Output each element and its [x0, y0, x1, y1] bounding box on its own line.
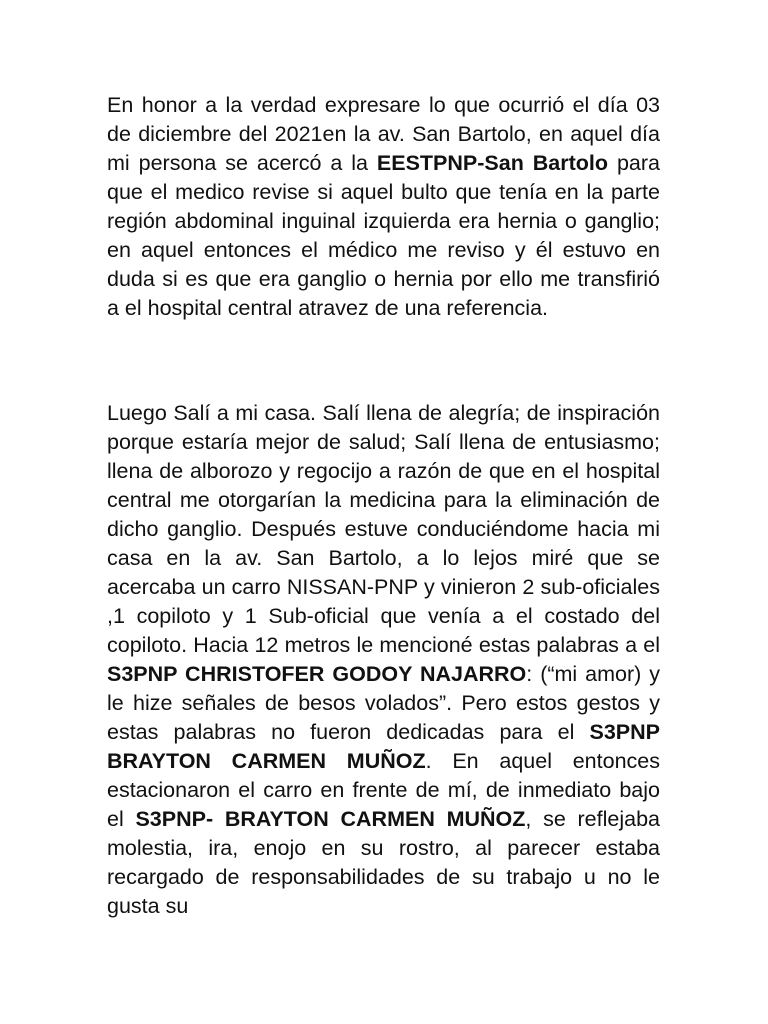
paragraph-2-text: , se reflejaba molestia, ira, enojo en su rostro, al parecer estaba recargado de responsabilidades de su trabajo u no le gusta su — [107, 807, 660, 918]
paragraph-2-bold-text: S3PNP BRAYTON CARMEN MUÑOZ — [107, 720, 660, 773]
paragraph-1 — [107, 91, 660, 323]
paragraph-2 — [107, 399, 660, 921]
paragraph-1-bold-text: EESTPNP-San Bartolo — [376, 151, 609, 175]
paragraph-2-text: : (“mi amor) y le hize señales de besos volados”. Pero estos gestos y estas palabras no fueron dedicadas para el — [107, 662, 660, 744]
paragraph-2-bold-text: S3PNP- BRAYTON CARMEN MUÑOZ — [135, 807, 526, 831]
paragraph-2-text: Luego Salí a mi casa. Salí llena de alegría; de inspiración porque estaría mejor de salud; Salí llena de entusiasmo; llena de alborozo y regocijo a razón de que en el hospital central me otorgarían la medicina para la eliminación de dicho ganglio. Después estuve conduciéndome hacia mi casa en la av. San Bartolo, a lo lejos miré que se acercaba un carro NISSAN-PNP y vinieron 2 sub-oficiales ,1 copiloto y 1 Sub-oficial que venía a el costado del copiloto. Hacia 12 metros le mencioné estas palabras a el — [107, 401, 660, 657]
paragraph-1-text: En honor a la verdad expresare lo que ocurrió el día 03 de diciembre del 2021en la av. San Bartolo, en aquel día mi persona se acercó a la — [107, 93, 660, 175]
paragraph-1-text: para que el medico revise si aquel bulto que tenía en la parte región abdominal inguinal izquierda era hernia o ganglio; en aquel entonces el médico me reviso y él estuvo en duda si es que era ganglio o hernia por ello me transfirió a el hospital central atravez de una referencia. — [107, 151, 660, 320]
paragraph-2-bold-text: S3PNP CHRISTOFER GODOY NAJARRO — [107, 662, 527, 686]
paragraph-2-text: . En aquel entonces estacionaron el carro en frente de mí, de inmediato bajo el — [107, 749, 660, 831]
